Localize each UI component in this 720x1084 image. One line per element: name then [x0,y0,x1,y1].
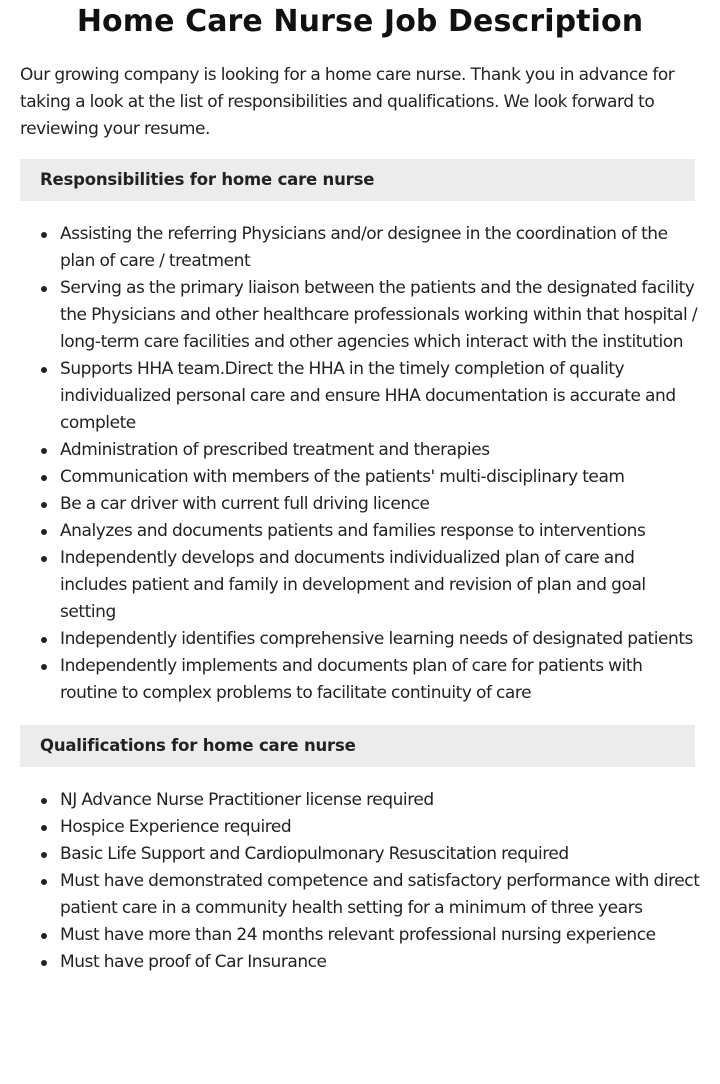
list-item-text: Assisting the referring Physicians and/or designee in the coordination of the plan of care / treatment [60,224,668,271]
list-item-text: Administration of prescribed treatment and therapies [60,440,490,460]
list-item [60,949,700,976]
list-item-text: Analyzes and documents patients and families response to interventions [60,521,646,541]
list-item-text: NJ Advance Nurse Practitioner license required [60,790,434,810]
bullet-icon [41,556,47,562]
list-item [60,356,700,437]
list-item-text: Serving as the primary liaison between the patients and the designated facility the Physicians and other healthcare professionals working within that hospital / long-term care facilities and other agencies which interact with the institution [60,278,698,352]
list-item-text: Independently develops and documents individualized plan of care and includes patient and family in development and revision of plan and goal setting [60,548,646,622]
bullet-icon [41,448,47,454]
list-item [60,518,700,545]
list-item [60,626,700,653]
list-item [60,491,700,518]
bullet-icon [41,852,47,858]
list-item-text: Be a car driver with current full driving licence [60,494,430,514]
list-item [60,841,700,868]
list-item-text: Communication with members of the patients' multi-disciplinary team [60,467,625,487]
list-item-text: Must have demonstrated competence and satisfactory performance with direct patient care in a community health setting for a minimum of three years [60,871,700,918]
bullet-icon [41,933,47,939]
bullet-icon [41,664,47,670]
bullet-icon [41,475,47,481]
bullet-icon [41,825,47,831]
bullet-icon [41,286,47,292]
bullet-icon [41,960,47,966]
list-item [60,221,700,275]
responsibilities-list [20,221,700,707]
list-item-text: Independently identifies comprehensive learning needs of designated patients [60,629,693,649]
bullet-icon [41,502,47,508]
qualifications-heading: Qualifications for home care nurse [20,725,695,767]
list-item-text: Supports HHA team.Direct the HHA in the timely completion of quality individualized personal care and ensure HHA documentation is accurate and complete [60,359,676,433]
bullet-icon [41,879,47,885]
qualifications-list [20,787,700,976]
list-item-text: Must have proof of Car Insurance [60,952,327,972]
list-item [60,787,700,814]
bullet-icon [41,529,47,535]
list-item [60,437,700,464]
bullet-icon [41,637,47,643]
list-item [60,922,700,949]
list-item-text: Basic Life Support and Cardiopulmonary Resuscitation required [60,844,569,864]
list-item [60,464,700,491]
list-item [60,545,700,626]
responsibilities-heading: Responsibilities for home care nurse [20,159,695,201]
list-item [60,275,700,356]
bullet-icon [41,367,47,373]
bullet-icon [41,798,47,804]
list-item-text: Independently implements and documents plan of care for patients with routine to complex problems to facilitate continuity of care [60,656,643,703]
list-item [60,868,700,922]
list-item [60,653,700,707]
list-item [60,814,700,841]
list-item-text: Hospice Experience required [60,817,292,837]
intro-paragraph: Our growing company is looking for a home care nurse. Thank you in advance for taking a look at the list of responsibilities and qualifications. We look forward to reviewing your resume. [20,65,675,139]
list-item-text: Must have more than 24 months relevant professional nursing experience [60,925,656,945]
bullet-icon [41,232,47,238]
page-title: Home Care Nurse Job Description [76,4,644,39]
